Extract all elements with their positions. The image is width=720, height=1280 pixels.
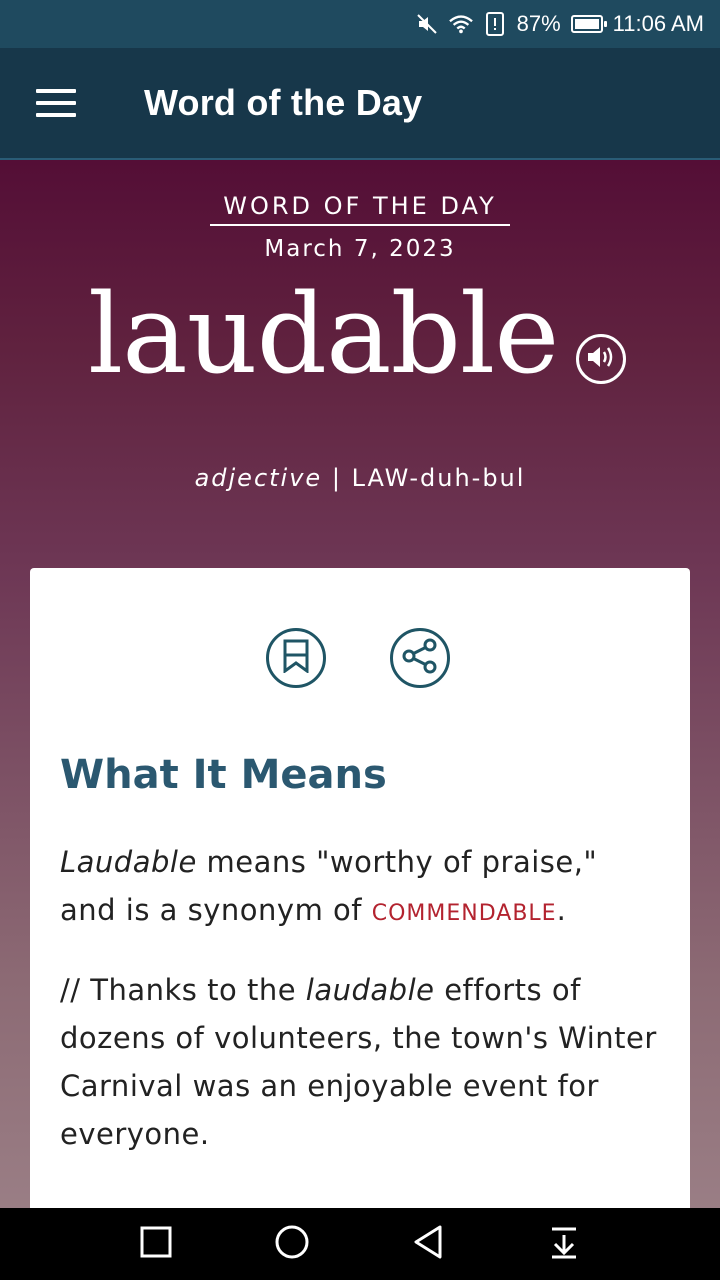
word-of-the-day-label: WORD OF THE DAY bbox=[223, 192, 497, 220]
bookmark-icon bbox=[282, 639, 310, 677]
recents-button[interactable] bbox=[136, 1224, 176, 1264]
status-bar bbox=[0, 0, 720, 48]
headword: laudable bbox=[88, 270, 559, 398]
definition-card bbox=[30, 568, 690, 1268]
part-of-speech: adjective bbox=[194, 464, 323, 492]
label-divider bbox=[210, 224, 510, 226]
wifi-icon bbox=[449, 12, 473, 36]
synonym-link[interactable]: COMMENDABLE bbox=[371, 901, 557, 926]
pronunciation: LAW-duh-bul bbox=[351, 464, 526, 492]
home-circle-icon bbox=[274, 1224, 310, 1264]
example-prefix: // Thanks to the bbox=[60, 973, 306, 1007]
sim-alert-icon bbox=[483, 12, 507, 36]
word-date: March 7, 2023 bbox=[264, 236, 456, 262]
mute-icon bbox=[415, 12, 439, 36]
speaker-icon bbox=[586, 344, 616, 374]
separator: | bbox=[331, 464, 342, 492]
example-word: laudable bbox=[305, 973, 435, 1007]
recents-square-icon bbox=[140, 1226, 172, 1262]
section-title: What It Means bbox=[60, 752, 387, 798]
example-paragraph bbox=[60, 966, 660, 1158]
share-button[interactable] bbox=[390, 628, 450, 688]
status-time: 11:06 AM bbox=[612, 11, 704, 36]
definition-end: . bbox=[556, 893, 567, 927]
word-hero bbox=[0, 160, 720, 1210]
home-button[interactable] bbox=[272, 1224, 312, 1264]
bookmark-button[interactable] bbox=[266, 628, 326, 688]
notification-pull-icon bbox=[549, 1225, 579, 1263]
example-suffix: efforts of dozens of volunteers, the town's Winter Carnival was an enjoyable event for everyone. bbox=[60, 973, 657, 1151]
battery-charging-icon bbox=[571, 15, 603, 33]
app-bar bbox=[0, 48, 720, 160]
app-title: Word of the Day bbox=[144, 82, 423, 123]
hamburger-menu-icon[interactable] bbox=[36, 89, 76, 117]
definition-text: means "worthy of praise," and is a synonym of bbox=[60, 845, 598, 927]
battery-percent: 87% bbox=[516, 11, 561, 36]
pronunciation-audio-button[interactable] bbox=[576, 334, 626, 384]
system-nav-bar bbox=[0, 1208, 720, 1280]
definition-paragraph bbox=[60, 838, 660, 938]
definition-word: Laudable bbox=[60, 845, 197, 879]
pos-pronunciation-line bbox=[0, 464, 720, 492]
share-icon bbox=[400, 636, 440, 680]
notification-pull-button[interactable] bbox=[544, 1224, 584, 1264]
back-triangle-icon bbox=[412, 1224, 444, 1264]
back-button[interactable] bbox=[408, 1224, 448, 1264]
